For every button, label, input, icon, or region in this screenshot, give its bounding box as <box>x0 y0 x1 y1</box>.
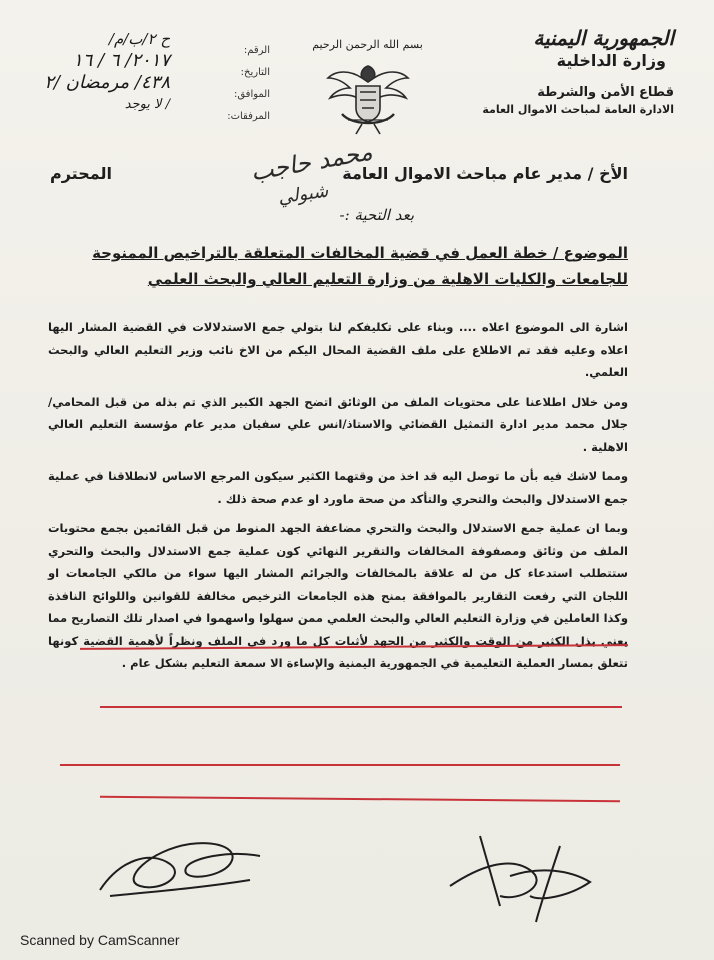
handwritten-note: محمد حاجب <box>248 137 375 187</box>
basmala: بسم الله الرحمن الرحيم <box>312 38 423 51</box>
subject <box>68 240 628 292</box>
field-date-label: التاريخ: <box>240 67 270 78</box>
signature-left-icon <box>90 820 270 910</box>
reference-fields <box>160 40 270 128</box>
letterhead-country: الجمهورية اليمنية <box>533 26 674 50</box>
red-underline <box>60 764 620 766</box>
letterhead-ministry: وزارة الداخلية <box>556 51 666 70</box>
handwritten-hijri-date: ٤٣٨/ مرمضان /٢ <box>44 72 170 93</box>
handwritten-note-2: شبولي <box>276 180 330 209</box>
field-number-label: الرقم: <box>243 45 270 56</box>
signature-right-icon <box>440 826 600 926</box>
letter-body <box>48 316 628 682</box>
letterhead-sector: قطاع الأمن والشرطة <box>537 85 674 100</box>
letterhead-department: الادارة العامة لمباحث الاموال العامة <box>482 103 674 116</box>
greeting: بعد التحية :- <box>339 206 414 224</box>
scanner-watermark: Scanned by CamScanner <box>20 932 180 948</box>
red-underline <box>100 796 620 803</box>
honorific: المحترم <box>50 164 112 183</box>
handwritten-attachments: / لا يوجد <box>124 97 170 112</box>
handwritten-number: ح ۲/ب/م/ <box>108 30 170 48</box>
handwritten-date: ٢٠١٧/ ٦ / ١٦ <box>73 50 170 71</box>
paragraph-1: اشارة الى الموضوع اعلاه .... وبناء على تكليفكم لنا بتولي جمع الاستدلالات في القضية المشار اليها اعلاه وعليه فقد تم الاطلاع على ملف القضية المحال اليكم من الاخ نائب وزير التعليم العالي والبحث العلمي. <box>48 320 628 379</box>
red-underline <box>100 706 622 708</box>
letterhead <box>464 26 674 118</box>
field-hijri-label: الموافق: <box>233 89 270 100</box>
paragraph-2: ومن خلال اطلاعنا على محتويات الملف من الوثائق اتضح الجهد الكبير الذي تم بذله من قبل المحامي/ جلال محمد مدير ادارة التمثيل القضائي والاستاذ/انس علي سفيان مدير عام مؤسسة التعليم العالي الاهلية . <box>48 394 628 454</box>
addressee: الأخ / مدير عام مباحث الاموال العامة <box>342 164 628 183</box>
subject-line-2: للجامعات والكليات الاهلية من وزارة التعليم العالي والبحث العلمي <box>147 270 628 288</box>
paragraph-3: ومما لاشك فيه بأن ما توصل اليه قد اخذ من وقتهما الكثير سيكون المرجع الاساس لانطلاقنا في عملية جمع الاستدلال والبحث والتحري والتأكد من صحة ماورد او عدم صحة ذلك . <box>48 469 628 506</box>
field-attachments-label: المرفقات: <box>227 111 270 122</box>
paragraph-4: وبما ان عملية جمع الاستدلال والبحث والتحري مضاعفة الجهد المنوط من قبل القائمين بجمع محتويات الملف من وثائق ومصفوفة المخالفات والتقرير النهائي كون عملية جمع الاستدلال والبحث والتحري ستتطلب استدعاء كل من له علاقة بالمخالفات والجرائم المشار اليها سواء من مالكي الجامعات او اللجان التي رفعت التقارير بالموافقة بمنح هذه الجامعات الترخيص مخالفة للقوانين واللوائح النافذة وكذا العاملين في وزارة التعليم العالي والبحث العلمي ممن سهلوا واسهموا في اصدار تلك التصاريح مما يعني بذل الكثير من الوقت والكثير من الجهد لأثبات كل ما ورد في الملف ونظراً لأهمية القضية كونها تتعلق بمسار العملية التعليمية في الجمهورية اليمنية والإساءة الا سمعة التعليم بشكل عام . <box>48 521 628 670</box>
subject-line-1: الموضوع / خطة العمل في قضية المخالفات المتعلقة بالتراخيص الممنوحة <box>92 244 628 262</box>
handwritten-reference-values <box>40 28 170 116</box>
eagle-emblem-icon <box>322 56 414 136</box>
